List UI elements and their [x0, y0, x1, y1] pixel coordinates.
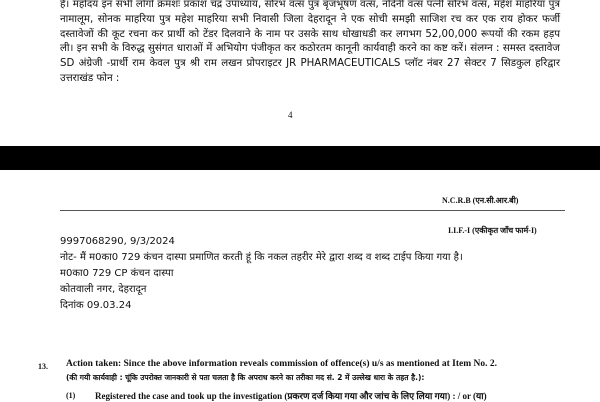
- form-id: I.I.F.-I (एकीकृत जाँच फार्म-I): [448, 226, 537, 235]
- sub-item-number: (1): [66, 391, 76, 400]
- date-line: दिनांक 09.03.24: [60, 300, 132, 311]
- page-number: 4: [288, 110, 293, 120]
- header-rule: [60, 210, 565, 211]
- complaint-paragraph: हैं। महोदय इन सभी लोगों क्रमशः प्रकाश चंद्र उपाध्याय, सौरभ वत्स पुत्र बृजभूषण वत्स, नंदिनी वत्स पत्नी सौरभ वत्स, महेश माहरिया पुत्र नामालूम, सोनक माहरिया पुत्र महेश माहरिया सभी निवासी जिला देहरादून ने एक सोची समझी साजिश रच कर एक राय होकर फर्जी दस्तावेजों की कूट रचना कर प्रार्थी को टेंडर दिलवाने के नाम पर उसके साथ धोखाधडी कर लगभग 52,00,000 रूपयों की रकम हड़प ली। इन सभी के विरुद्ध सुसंगत धाराओं में अभियोग पंजीकृत कर कठोरतम कानूनी कार्यवाही करने का कष्ट करें। संलग्न : समस्त दस्तावेज SD अंग्रेजी -प्रार्थी राम केवल पुत्र श्री राम लखन प्रोपराइटर JR PHARMACEUTICALS प्लॉट नंबर 27 सेक्टर 7 सिडकुल हरिद्वार उत्तराखंड फोन :: [60, 0, 560, 84]
- officer-line: म0का0 729 CP कंचन दास्पा: [60, 268, 174, 279]
- station-line: कोतवाली नगर, देहरादून: [60, 284, 147, 295]
- sub-item-text: Registered the case and took up the investigation (प्रकरण दर्ज किया गया और जांच के लिए लिया गया) : / or (या): [95, 391, 487, 401]
- phone-date-line: 9997068290, 9/3/2024: [60, 236, 175, 247]
- page-separator: [0, 146, 600, 170]
- certification-note: नोट- मैं म0का0 729 कंचन दास्पा प्रमाणित करती हूं कि नकल तहरीर मेरे द्वारा शब्द व शब्द टाईप किया गया है।: [60, 252, 463, 263]
- ncrb-header: N.C.R.B (एन.सी.आर.बी): [442, 196, 519, 205]
- document-page-lower: [0, 170, 600, 400]
- action-taken-english: Action taken: Since the above information reveals commission of offence(s) u/s as mentioned at Item No. 2.: [66, 359, 497, 369]
- note-block: [60, 234, 560, 314]
- item-number: 13.: [38, 362, 48, 371]
- document-page-upper: [0, 0, 600, 146]
- action-taken-hindi: (की गयी कार्यवाही : चूंकि उपरोक्त जानकारी से पता चलता है कि अपराध करने का तरीका मद सं. 2 में उल्लेख धारा के तहत है.):: [66, 373, 425, 382]
